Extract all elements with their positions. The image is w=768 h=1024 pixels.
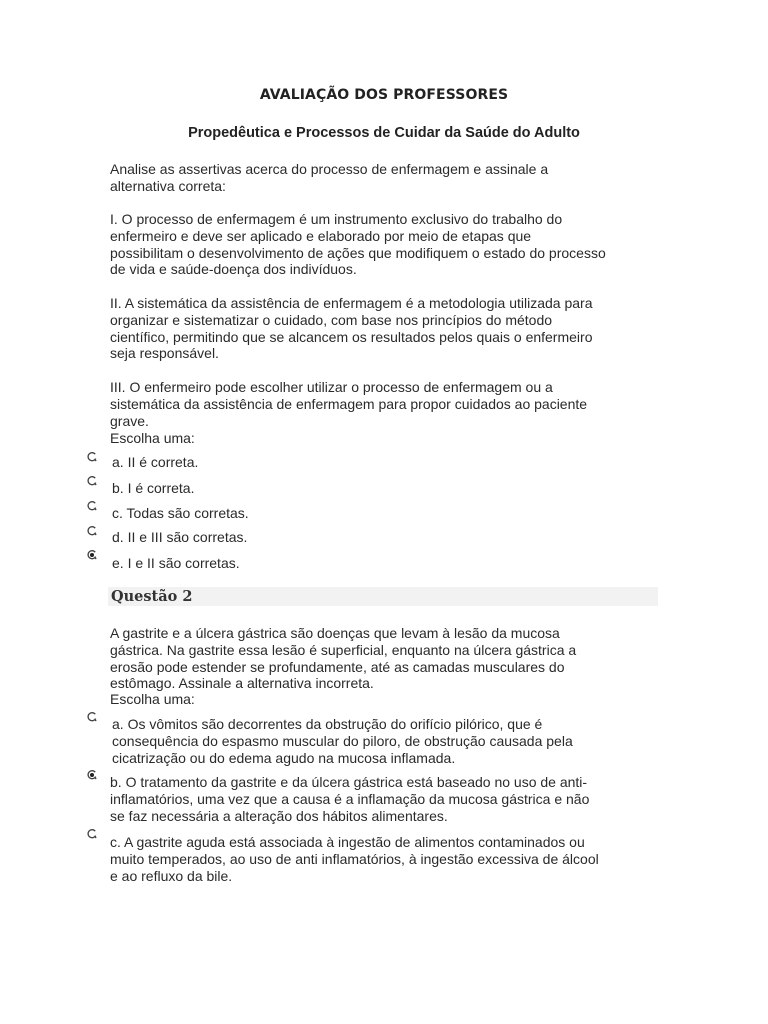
question1-option-b[interactable]: b. I é correta. — [112, 480, 195, 496]
question2-option-c-radio[interactable] — [86, 828, 98, 840]
radio-dot — [90, 773, 94, 777]
radio-selected-icon — [86, 549, 98, 561]
question1-statement-iii: III. O enfermeiro pode escolher utilizar o processo de enfermagem ou a sistemática da assistência de enfermagem para propor cuidados ao paciente grave. — [110, 379, 588, 429]
question1-option-c[interactable]: c. Todas são corretas. — [112, 505, 249, 521]
question1-option-d-radio[interactable] — [86, 525, 98, 537]
question1-statement-i: I. O processo de enfermagem é um instrumento exclusivo do trabalho do enfermeiro e deve ser aplicado e elaborado por meio de etapas que possibilitam o desenvolvimento de ações que modifiquem o estado do processo de vida e saúde-doença dos indivíduos. — [110, 211, 606, 278]
question2-option-b-radio[interactable] — [86, 769, 98, 781]
question1-option-e-radio[interactable] — [86, 549, 98, 561]
question1-option-e[interactable]: e. I e II são corretas. — [112, 555, 240, 571]
radio-unselected-icon — [86, 500, 98, 512]
question1-prompt: Escolha uma: — [110, 430, 195, 446]
question1-option-b-radio[interactable] — [86, 475, 98, 487]
question1-option-a-radio[interactable] — [86, 451, 98, 463]
radio-unselected-icon — [86, 828, 98, 840]
question1-option-c-radio[interactable] — [86, 500, 98, 512]
question2-header: Questão 2 — [111, 588, 193, 605]
radio-unselected-icon — [86, 475, 98, 487]
question1-intro: Analise as assertivas acerca do processo de enfermagem e assinale a alternativa correta: — [110, 161, 549, 194]
radio-selected-icon — [86, 769, 98, 781]
question2-option-b[interactable]: b. O tratamento da gastrite e da úlcera gástrica está baseado no uso de anti- inflamatórios, uma vez que a causa é a inflamação da mucosa gástrica e não se faz necessária a alteração dos hábitos alimentares. — [110, 774, 590, 824]
question1-statement-ii: II. A sistemática da assistência de enfermagem é a metodologia utilizada para organizar e sistematizar o cuidado, com base nos princípios do método científico, permitindo que se alcancem os resultados pelos quais o enfermeiro seja responsável. — [110, 295, 593, 362]
page-title: AVALIAÇÃO DOS PROFESSORES — [259, 87, 509, 103]
question2-intro: A gastrite e a úlcera gástrica são doenças que levam à lesão da mucosa gástrica. Na gastrite essa lesão é superficial, enquanto na úlcera gástrica a erosão pode estender se profundamente, até as camadas musculares do estômago. Assinale a alternativa incorreta. — [110, 625, 577, 692]
question2-prompt: Escolha uma: — [110, 691, 195, 707]
question2-option-a-radio[interactable] — [86, 711, 98, 723]
question2-option-a[interactable]: a. Os vômitos são decorrentes da obstrução do orifício pilórico, que é consequência do espasmo muscular do piloro, de obstrução causada pela cicatrização ou do edema agudo na mucosa inflamada. — [112, 716, 573, 766]
course-subtitle: Propedêutica e Processos de Cuidar da Saúde do Adulto — [188, 125, 580, 141]
question2-option-c[interactable]: c. A gastrite aguda está associada à ingestão de alimentos contaminados ou muito temperados, ao uso de anti inflamatórios, à ingestão excessiva de álcool e ao refluxo da bile. — [110, 834, 599, 884]
radio-dot — [90, 553, 94, 557]
radio-unselected-icon — [86, 711, 98, 723]
radio-unselected-icon — [86, 451, 98, 463]
radio-unselected-icon — [86, 525, 98, 537]
question1-option-d[interactable]: d. II e III são corretas. — [112, 529, 248, 545]
question1-option-a[interactable]: a. II é correta. — [112, 454, 199, 470]
question2-header-bar — [108, 587, 658, 606]
